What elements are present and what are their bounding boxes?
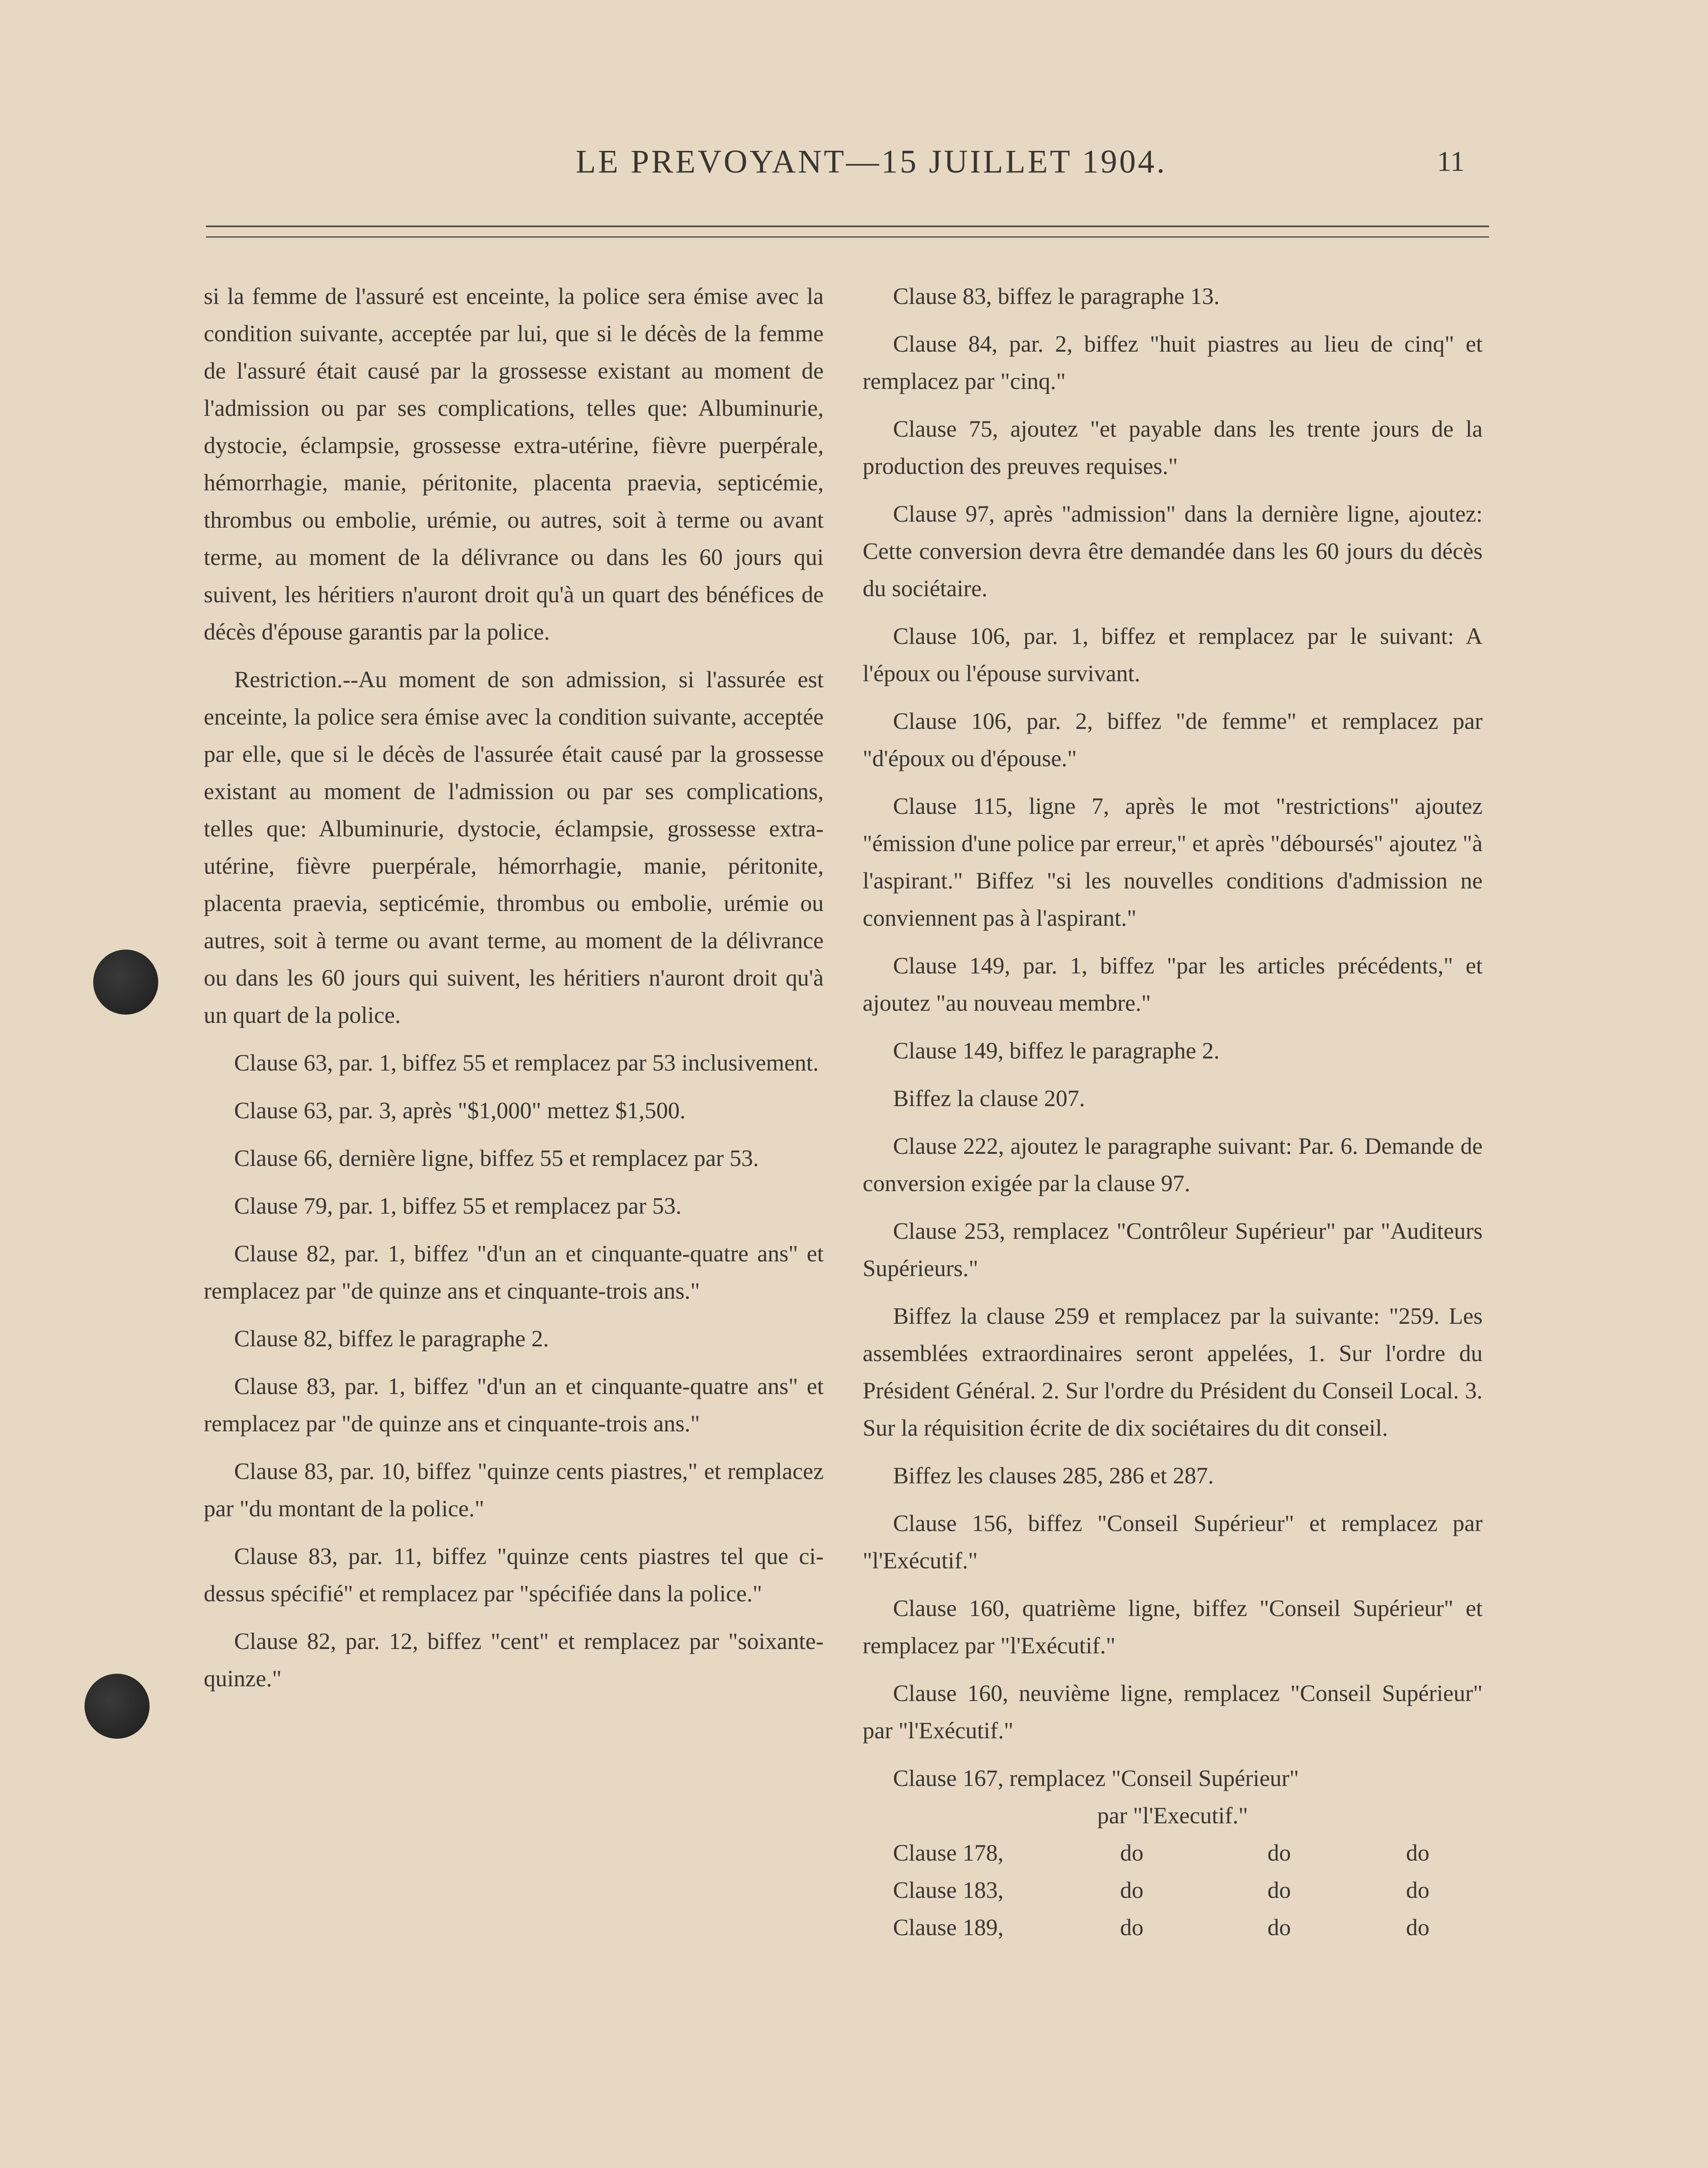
ditto-mark: do bbox=[1406, 1877, 1430, 1903]
ditto-mark: do bbox=[1267, 1914, 1291, 1940]
left-paragraph-8: Clause 82, biffez le paragraphe 2. bbox=[234, 1326, 549, 1352]
header-rule-bottom bbox=[206, 236, 1489, 238]
right-paragraph-4: Clause 97, après "admission" dans la dernière ligne, ajoutez: Cette conversion devra être demandée dans les 60 jours du décès du sociétaire. bbox=[863, 501, 1483, 601]
right-paragraph-10: Biffez la clause 207. bbox=[893, 1085, 1085, 1111]
header-rule-top bbox=[206, 225, 1489, 227]
left-paragraph-6: Clause 79, par. 1, biffez 55 et remplacez par 53. bbox=[234, 1193, 682, 1219]
punch-hole-top bbox=[93, 950, 158, 1015]
table-row bbox=[893, 1834, 1483, 1871]
left-paragraph-9: Clause 83, par. 1, biffez "d'un an et cinquante-quatre ans" et remplacez par "de quinze ans et cinquante-trois ans." bbox=[204, 1373, 824, 1437]
right-paragraph-11: Clause 222, ajoutez le paragraphe suivant: Par. 6. Demande de conversion exigée par la clause 97. bbox=[863, 1133, 1483, 1196]
page-number: 11 bbox=[1437, 146, 1465, 177]
right-paragraph-5: Clause 106, par. 1, biffez et remplacez par le suivant: A l'époux ou l'épouse survivant. bbox=[863, 623, 1483, 686]
table-row bbox=[893, 1871, 1483, 1909]
right-paragraph-6: Clause 106, par. 2, biffez "de femme" et remplacez par "d'époux ou d'épouse." bbox=[863, 708, 1483, 771]
left-column bbox=[204, 278, 824, 1708]
left-paragraph-7: Clause 82, par. 1, biffez "d'un an et cinquante-quatre ans" et remplacez par "de quinze ans et cinquante-trois ans." bbox=[204, 1241, 824, 1304]
right-centered-line: par "l'Executif." bbox=[1097, 1802, 1248, 1828]
ditto-clause: Clause 183, bbox=[893, 1877, 1004, 1903]
ditto-mark: do bbox=[1120, 1840, 1144, 1866]
ditto-mark: do bbox=[1120, 1877, 1144, 1903]
left-paragraph-2: Restriction.--Au moment de son admission, si l'assurée est enceinte, la police sera émise avec la condition suivante, acceptée par elle, que si le décès de l'assurée était causé par la grossesse existant au moment de l'admission ou par ses complications, telles que: Albuminurie, dystocie, éclampsie, grossesse extra-utérine, fièvre puerpérale, hémorrhagie, manie, péritonite, placenta praevia, septicémie, thrombus ou embolie, urémie ou autres, soit à terme ou avant terme, au moment de la délivrance ou dans les 60 jours qui suivent, les héritiers n'auront droit qu'à un quart de la police. bbox=[204, 666, 824, 1028]
ditto-mark: do bbox=[1267, 1840, 1291, 1866]
ditto-clause: Clause 178, bbox=[893, 1840, 1004, 1866]
page-header-title: LE PREVOYANT—15 JUILLET 1904. bbox=[576, 144, 1167, 180]
left-paragraph-4: Clause 63, par. 3, après "$1,000" mettez $1,500. bbox=[234, 1097, 686, 1123]
left-paragraph-12: Clause 82, par. 12, biffez "cent" et remplacez par "soixante-quinze." bbox=[204, 1628, 824, 1691]
ditto-clause: Clause 189, bbox=[893, 1914, 1004, 1940]
ditto-mark: do bbox=[1406, 1914, 1430, 1940]
left-paragraph-3: Clause 63, par. 1, biffez 55 et remplacez par 53 inclusivement. bbox=[234, 1050, 819, 1076]
right-paragraph-9: Clause 149, biffez le paragraphe 2. bbox=[893, 1038, 1220, 1064]
right-paragraph-14: Biffez les clauses 285, 286 et 287. bbox=[893, 1463, 1214, 1489]
right-paragraph-15: Clause 156, biffez "Conseil Supérieur" et remplacez par "l'Exécutif." bbox=[863, 1510, 1483, 1574]
punch-hole-bottom bbox=[85, 1674, 150, 1739]
left-paragraph-5: Clause 66, dernière ligne, biffez 55 et remplacez par 53. bbox=[234, 1145, 759, 1171]
right-paragraph-12: Clause 253, remplacez "Contrôleur Supérieur" par "Auditeurs Supérieurs." bbox=[863, 1218, 1483, 1281]
right-paragraph-2: Clause 84, par. 2, biffez "huit piastres au lieu de cinq" et remplacez par "cinq." bbox=[863, 331, 1483, 394]
ditto-mark: do bbox=[1120, 1914, 1144, 1940]
left-paragraph-11: Clause 83, par. 11, biffez "quinze cents piastres tel que ci-dessus spécifié" et remplacez par "spécifiée dans la police." bbox=[204, 1543, 824, 1606]
ditto-table bbox=[893, 1834, 1483, 1946]
right-paragraph-18: Clause 167, remplacez "Conseil Supérieur" bbox=[893, 1765, 1299, 1791]
right-paragraph-16: Clause 160, quatrième ligne, biffez "Conseil Supérieur" et remplacez par "l'Exécutif." bbox=[863, 1595, 1483, 1659]
right-paragraph-13: Biffez la clause 259 et remplacez par la suivante: "259. Les assemblées extraordinaires seront appelées, 1. Sur l'ordre du Président Général. 2. Sur l'ordre du Président du Conseil Local. 3. Sur la réquisition écrite de dix sociétaires du dit conseil. bbox=[863, 1303, 1483, 1441]
right-paragraph-1: Clause 83, biffez le paragraphe 13. bbox=[893, 283, 1220, 309]
right-column bbox=[863, 278, 1483, 1946]
left-paragraph-1: si la femme de l'assuré est enceinte, la police sera émise avec la condition suivante, acceptée par lui, que si le décès de la femme de l'assuré était causé par la grossesse existant au moment de l'admission ou par ses complications, telles que: Albuminurie, dystocie, éclampsie, grossesse extra-utérine, fièvre puerpérale, hémorrhagie, manie, péritonite, placenta praevia, septicémie, thrombus ou embolie, urémie, ou autres, soit à terme ou avant terme, au moment de la délivrance ou dans les 60 jours qui suivent, les héritiers n'auront droit qu'à un quart des bénéfices de décès d'épouse garantis par la police. bbox=[204, 283, 824, 645]
ditto-mark: do bbox=[1406, 1840, 1430, 1866]
right-paragraph-8: Clause 149, par. 1, biffez "par les articles précédents," et ajoutez "au nouveau membre." bbox=[863, 953, 1483, 1016]
ditto-mark: do bbox=[1267, 1877, 1291, 1903]
right-paragraph-17: Clause 160, neuvième ligne, remplacez "Conseil Supérieur" par "l'Exécutif." bbox=[863, 1680, 1483, 1744]
left-paragraph-10: Clause 83, par. 10, biffez "quinze cents piastres," et remplacez par "du montant de la police." bbox=[204, 1458, 824, 1522]
right-paragraph-7: Clause 115, ligne 7, après le mot "restrictions" ajoutez "émission d'une police par erreur," et après "déboursés" ajoutez "à l'aspirant." Biffez "si les nouvelles conditions d'admission ne conviennent pas à l'aspirant." bbox=[863, 793, 1483, 931]
table-row bbox=[893, 1909, 1483, 1946]
right-paragraph-3: Clause 75, ajoutez "et payable dans les trente jours de la production des preuves requises." bbox=[863, 416, 1483, 479]
